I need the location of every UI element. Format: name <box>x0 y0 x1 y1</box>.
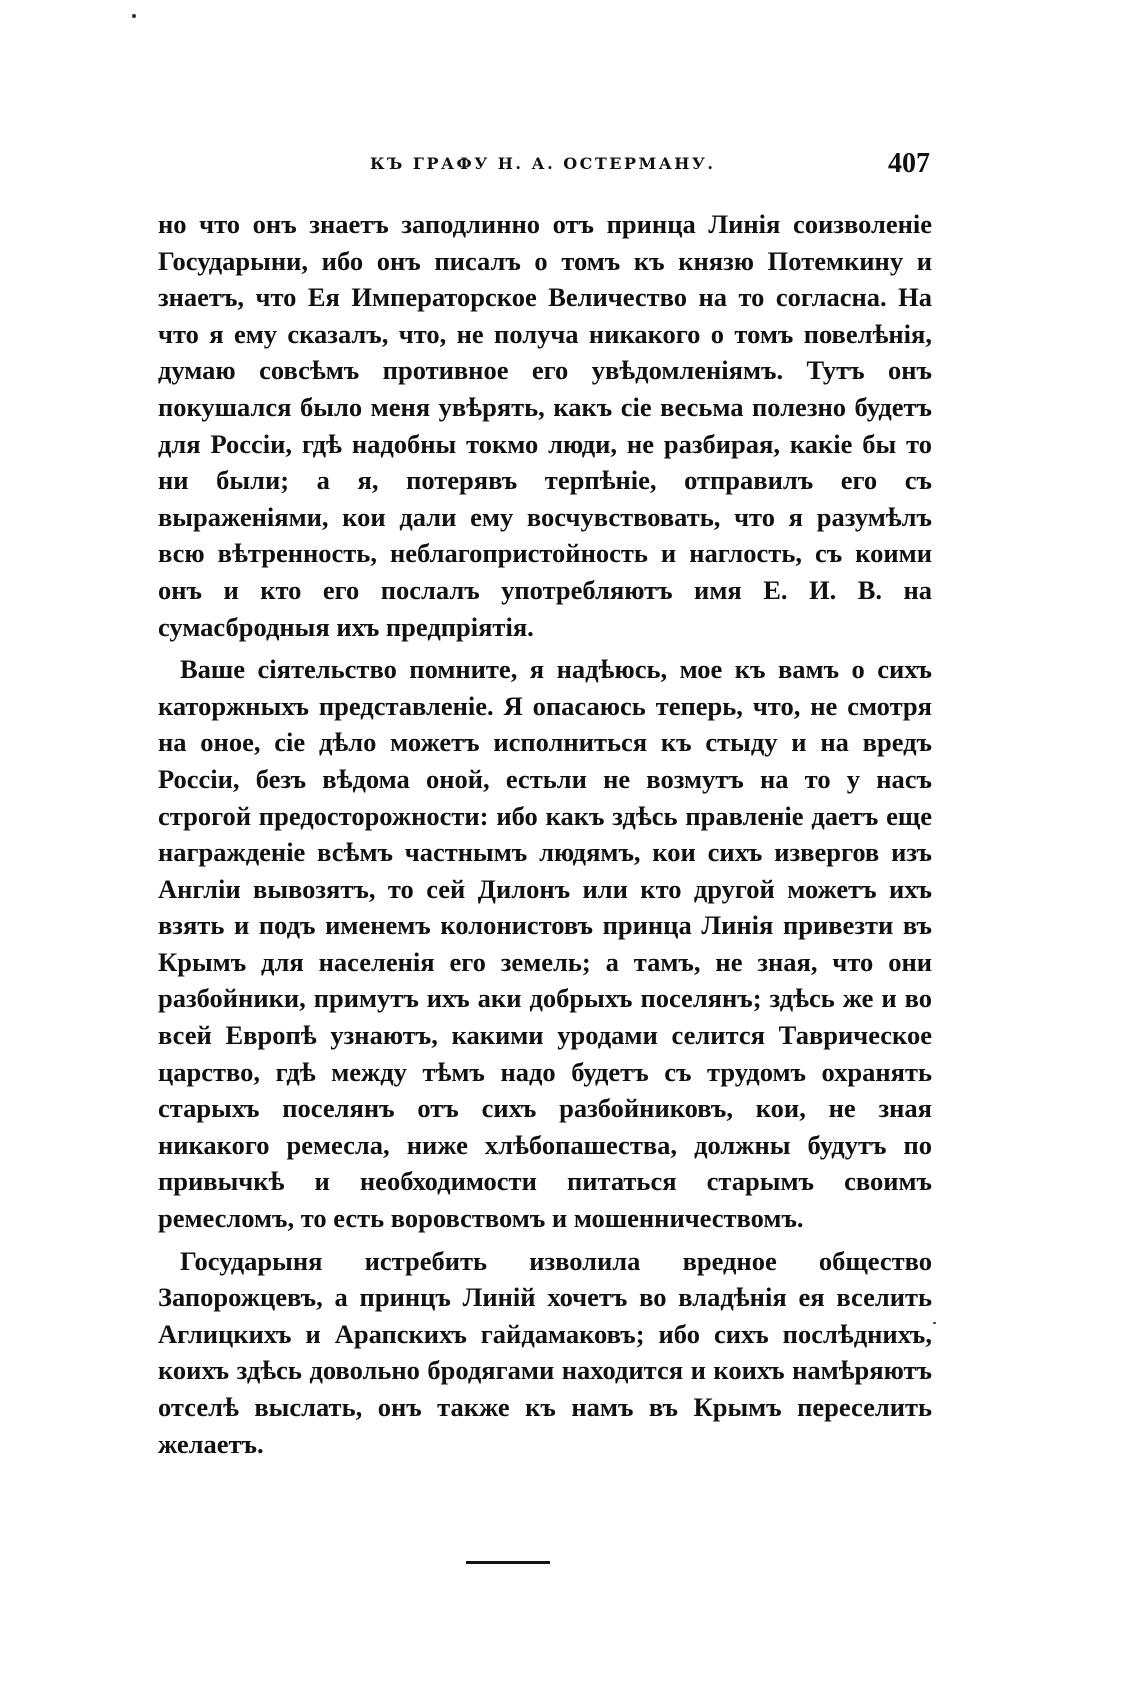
scan-speck <box>933 1322 936 1324</box>
page-number: 407 <box>888 148 930 179</box>
paragraph: Ваше сіятельство помните, я надѣюсь, мое къ вамъ о сихъ каторжныхъ представленіе. Я опасаюсь теперь, что, не смотря на оное, сіе дѣло можетъ исполниться къ стыду и на вредъ Россіи, безъ вѣдома оной, естьли не возмутъ на то у насъ строгой предосторожности: ибо какъ здѣсь правленіе даетъ еще награжденіе всѣмъ частнымъ людямъ, кои сихъ извергов изъ Англіи вывозятъ, то сей Дилонъ или кто другой можетъ ихъ взять и подъ именемъ колонистовъ принца Линія привезти въ Крымъ для населенія его земель; а тамъ, не зная, что они разбойники, примутъ ихъ аки добрыхъ поселянъ; здѣсь же и во всей Европѣ узнаютъ, какими уродами селится Таврическое царство, гдѣ между тѣмъ надо будетъ съ трудомъ охранять старыхъ поселянъ отъ сихъ разбойниковъ, кои, не зная никакого ремесла, ниже хлѣбопашества, должны будутъ по привычкѣ и необходимости питаться старымъ своимъ ремесломъ, то есть воровствомъ и мошенничествомъ. <box>158 654 932 1234</box>
end-rule <box>466 1561 550 1564</box>
running-header <box>145 148 935 188</box>
body-text <box>158 206 932 1468</box>
paragraph: но что онъ знаетъ заподлинно отъ принца Линія соизволеніе Государыни, ибо онъ писалъ о томъ къ князю Потемкину и знаетъ, что Ея Императорское Величество на то согласна. На что я ему сказалъ, что, не получа никакого о томъ повелѣнія, думаю совсѣмъ противное его увѣдомленіямъ. Тутъ онъ покушался было меня увѣрять, какъ сіе весьма полезно будетъ для Россіи, гдѣ надобны токмо люди, не разбирая, какіе бы то ни были; а я, потерявъ терпѣніе, отправилъ его съ выраженіями, кои дали ему восчувствовать, что я разумѣлъ всю вѣтренность, неблагопристойность и наглость, съ коими онъ и кто его послалъ употребляютъ имя Е. И. В. на сумасбродныя ихъ предпріятія. <box>158 209 932 642</box>
running-title: КЪ ГРАФУ Н. А. ОСТЕРМАНУ. <box>370 154 716 173</box>
paragraph: Государыня истребить изволила вредное общество Запорожцевъ, а принцъ Линій хочетъ во владѣнія ея вселить Аглицкихъ и Арапскихъ гайдамаковъ; ибо сихъ послѣднихъ, коихъ здѣсь довольно бродягами находится и коихъ намѣряютъ отселѣ выслать, онъ также къ намъ въ Крымъ переселить желаетъ. <box>158 1245 932 1459</box>
scan-speck <box>132 14 136 18</box>
